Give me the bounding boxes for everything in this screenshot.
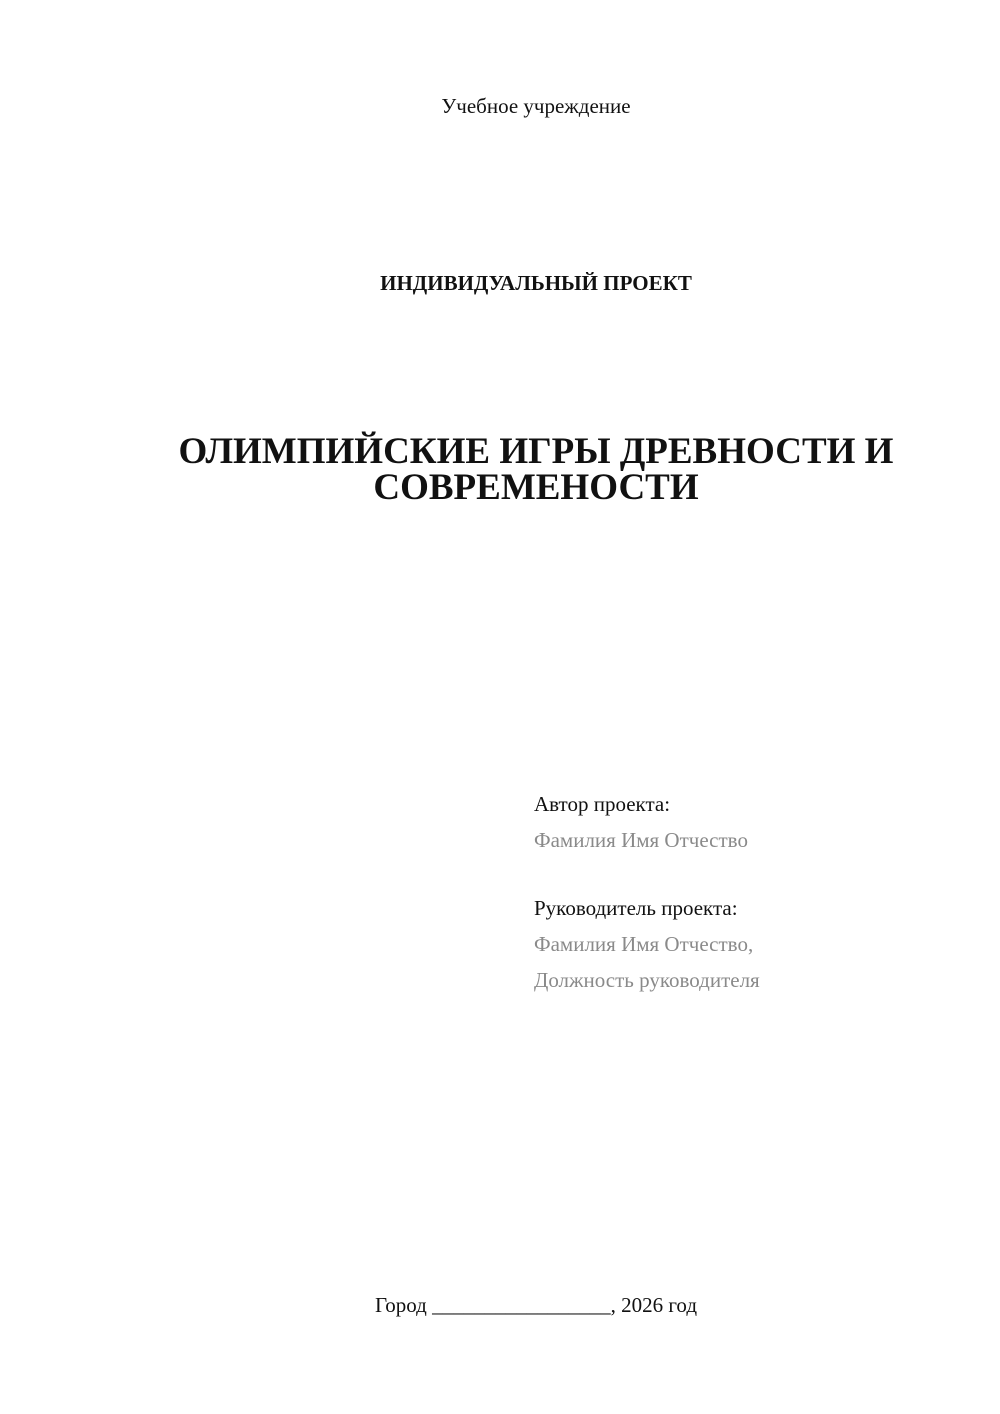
spacer [534, 858, 974, 890]
supervisor-name: Фамилия Имя Отчество, [534, 932, 754, 956]
author-block [534, 786, 974, 998]
supervisor-label: Руководитель проекта: [534, 896, 738, 920]
project-title [150, 431, 922, 508]
city-year-line: Город _________________, 2026 год [374, 1293, 698, 1317]
document-type: ИНДИВИДУАЛЬНЫЙ ПРОЕКТ [380, 271, 692, 295]
author-label: Автор проекта: [534, 792, 671, 816]
institution-name: Учебное учреждение [441, 94, 631, 118]
project-title-line-2: СОВРЕМЕНОСТИ [373, 467, 699, 508]
author-name: Фамилия Имя Отчество [534, 828, 748, 852]
project-title-line-1: ОЛИМПИЙСКИЕ ИГРЫ ДРЕВНОСТИ И [178, 431, 894, 472]
supervisor-position: Должность руководителя [534, 968, 760, 992]
